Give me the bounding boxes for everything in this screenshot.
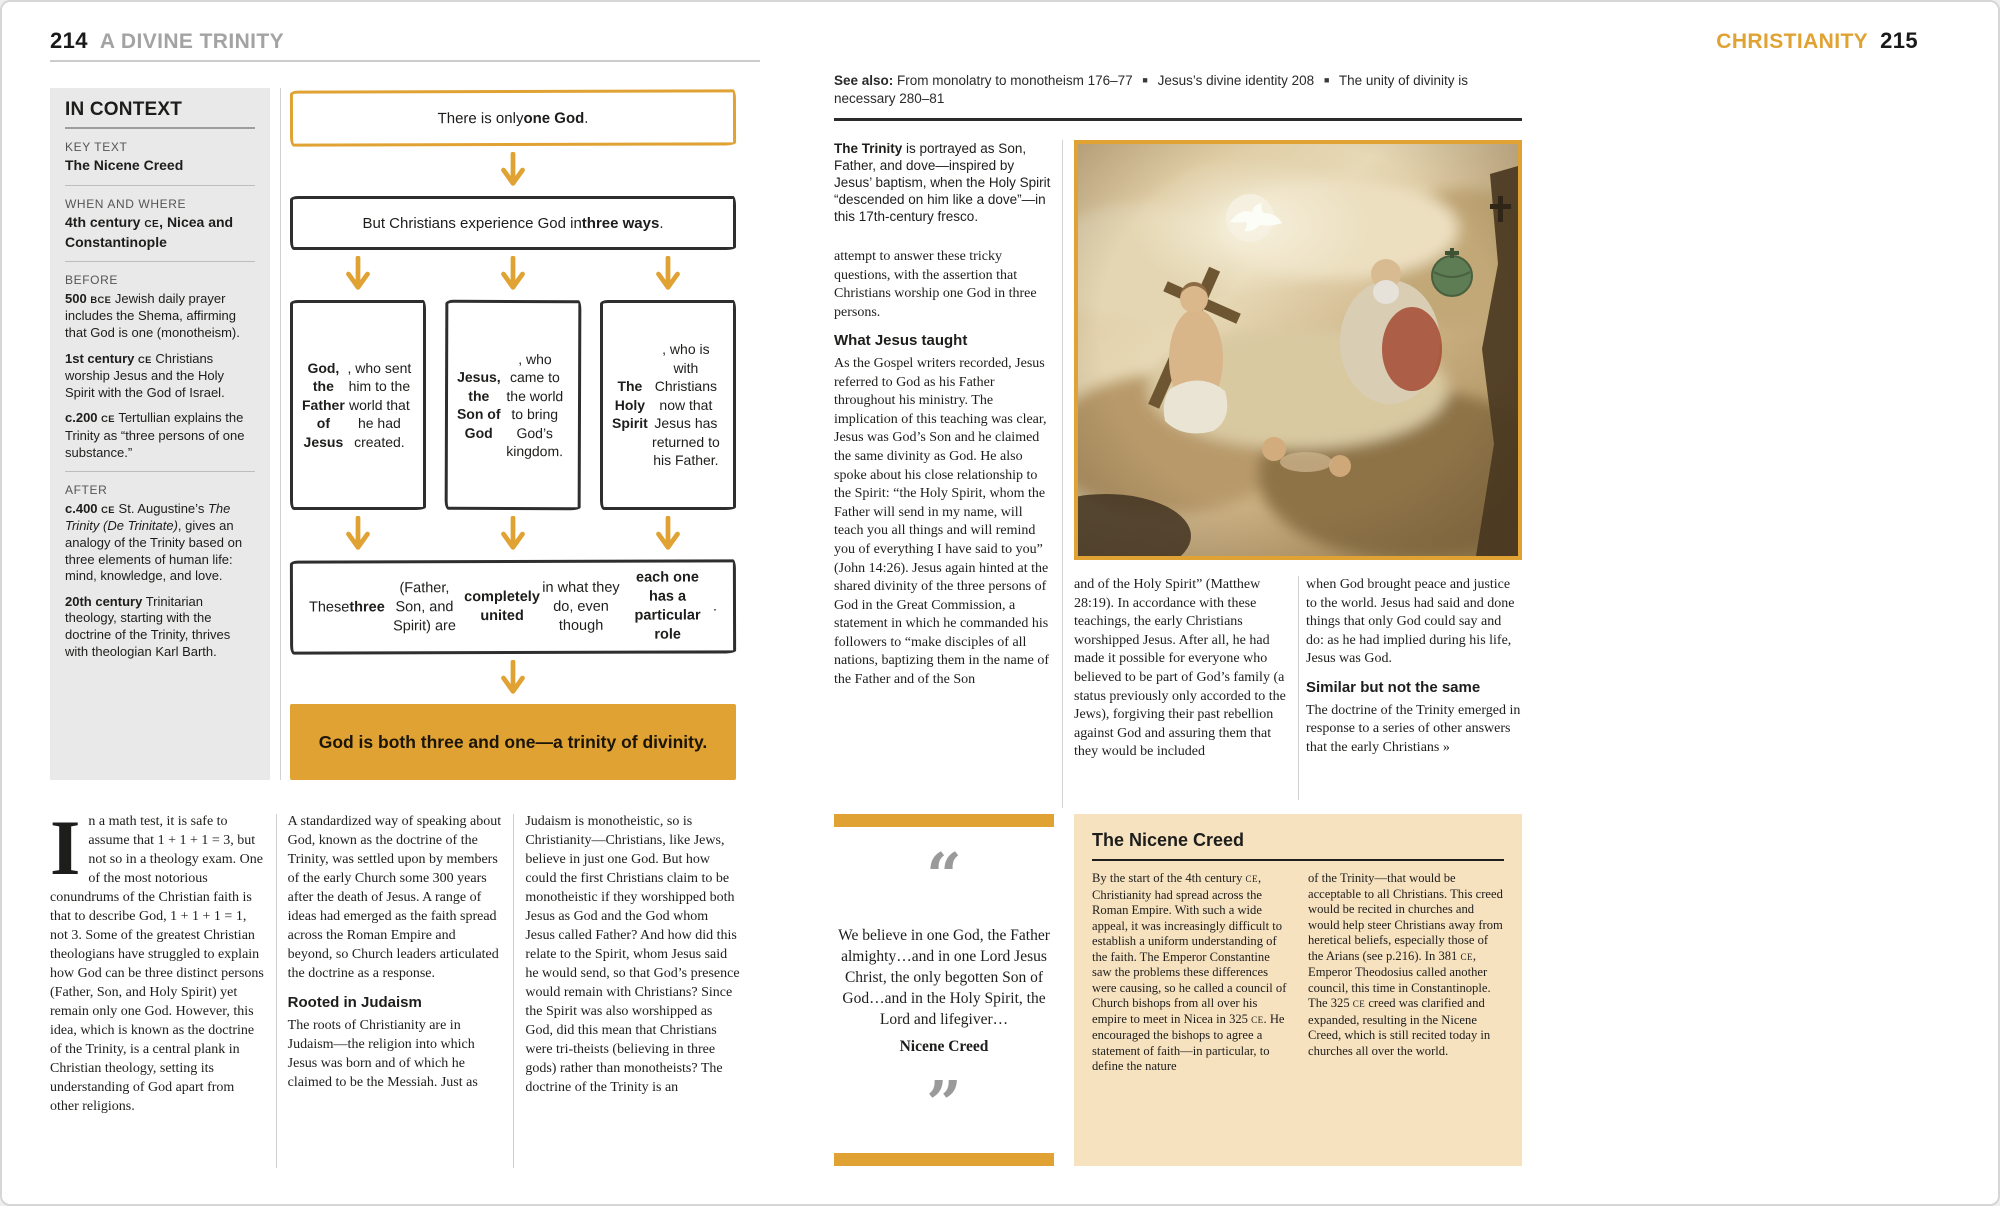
left-body-col-1: [50, 804, 265, 1172]
in-context-sidebar: [50, 88, 270, 780]
column-rule: [1062, 140, 1063, 808]
sidebar-divider: [65, 185, 255, 186]
right-running-head: [1716, 28, 1918, 54]
left-header-rule: [50, 60, 760, 62]
left-running-head: [50, 28, 284, 54]
after-label: AFTER: [65, 483, 108, 498]
section-heading: Rooted in Judaism: [287, 994, 422, 1011]
key-text-label: KEY TEXT: [65, 139, 128, 154]
column-rule: [276, 814, 277, 1168]
arrow-row: [290, 516, 736, 554]
down-arrow-icon: [500, 152, 526, 190]
trinity-flowchart: [290, 90, 736, 780]
sidebar-divider: [65, 261, 255, 262]
fresco-artwork: [1078, 144, 1518, 556]
section-heading: What Jesus taught: [834, 332, 968, 350]
down-arrow-icon: [500, 256, 526, 294]
nicene-creed-feature-box: [1074, 814, 1522, 1166]
body-text: The doctrine of the Trinity emerged in response to a series of other answers that the early Christians »: [1306, 702, 1521, 755]
left-body-columns: [50, 804, 740, 1172]
arrow-row: [290, 256, 736, 294]
before-item: 500 BCE Jewish daily prayer includes the Shema, affirming that God is one (monotheism).: [65, 290, 240, 341]
quote-bottom-bar: [834, 1153, 1054, 1166]
body-text: and of the Holy Spirit” (Matthew 28:19). In accordance with these teachings, the early Christians worshipped Jesus. After all, he had made it possible for everyone who believed to be part of God’s family (a status previously only accorded to the Jews), forgiving their past rebellion against God and assuring them that they would be included: [1074, 577, 1286, 760]
fresco-caption: The Trinity is portrayed as Son, Father, and dove—inspired by Jesus’ baptism, when the Holy Spirit “descended on him like a dove”—in this 17th-century fresco.: [834, 141, 1051, 224]
right-body-col-2: [1074, 576, 1294, 808]
open-quote-icon: “: [926, 838, 962, 912]
body-text: A standardized way of speaking about God, known as the doctrine of the Trinity, was settled upon by members of the early Church some 300 years after the death of Jesus. A range of ideas had emerged as the faith spread across the Roman Empire and beyond, so Church leaders articulated the doctrine as a response.: [287, 814, 502, 981]
after-item: c.400 CE St. Augustine’s The Trinity (De Trinitate), gives an analogy of the Trinity based on three elements of human life: mind, knowledge, and love.: [65, 500, 243, 584]
nicene-creed-quote-block: [834, 814, 1054, 1166]
body-text: The roots of Christianity are in Judaism—the religion into which Jesus was born and of which he claimed to be the Messiah. Just as: [287, 1018, 478, 1090]
right-folio: 215: [1880, 28, 1918, 53]
quote-body: [834, 925, 1054, 1056]
drop-cap: I: [50, 804, 81, 891]
right-body-col-1: [834, 248, 1054, 808]
right-page-rule: [834, 118, 1522, 121]
feature-box-title: The Nicene Creed: [1092, 830, 1504, 861]
trinity-persons-row: [290, 300, 736, 510]
down-arrow-icon: [345, 516, 371, 554]
key-text-value: The Nicene Creed: [65, 157, 184, 174]
feature-box-col-1: By the start of the 4th century CE, Christianity had spread across the Roman Empire. With such a wide appeal, it was increasingly difficult to establish a uniform understanding of the faith. The Emperor Constantine saw the problems these differences were causing, so he called a council of Church bishops from all over his empire to meet in Nicea in 325 CE. He encouraged the bishops to agree a statement of faith—in particular, to define the nature: [1092, 871, 1287, 1073]
left-folio: 214: [50, 28, 88, 53]
in-context-title: IN CONTEXT: [65, 102, 255, 129]
close-quote-icon: ”: [926, 1067, 962, 1141]
before-item: c.200 CE Tertullian explains the Trinity as “three persons of one substance.”: [65, 410, 245, 460]
before-item: 1st century CE Christians worship Jesus and the Holy Spirit with the God of Israel.: [65, 350, 225, 400]
right-chapter-title: CHRISTIANITY: [1716, 30, 1869, 53]
flowchart-box-father: God, the Father of Jesus , who sent him to the world that he had created.: [290, 300, 426, 510]
sidebar-divider: [65, 471, 255, 472]
flowchart-box-united: These three (Father, Son, and Spirit) are completely united in what they do, even though each one has a particular role .: [290, 559, 736, 654]
down-arrow-icon: [500, 516, 526, 554]
quote-text: We believe in one God, the Father almighty…and in one Lord Jesus Christ, the only begotten Son of God…and in the Holy Spirit, the Lord and lifegiver…: [838, 926, 1050, 1028]
when-where-label: WHEN AND WHERE: [65, 196, 187, 211]
body-text: n a math test, it is safe to assume that 1 + 1 + 1 = 3, but not so in a theology exam. One of the most notorious conundrums of the Christian faith is that to describe God, 1 + 1 + 1 = 1, not 3. Some of the greatest Christian theologians have struggled to explain how God can be three distinct persons (Father, Son, and Holy Spirit) yet remain only one God. However, this idea, which is known as the doctrine of the Trinity, is a central plank in Christian theology, setting its understanding of God apart from other religions.: [50, 814, 264, 1114]
column-rule: [280, 88, 281, 780]
after-item: 20th century Trinitarian theology, starting with the doctrine of the Trinity, thrives with theologian Karl Barth.: [65, 593, 231, 659]
body-text: when God brought peace and justice to the world. Jesus had said and done things that only God could say and do: as he had implied during his life, Jesus was God.: [1306, 577, 1515, 667]
down-arrow-icon: [655, 516, 681, 554]
quote-top-bar: [834, 814, 1054, 827]
down-arrow-icon: [500, 660, 526, 698]
down-arrow-icon: [345, 256, 371, 294]
column-rule: [513, 814, 514, 1168]
left-body-col-2: [288, 812, 503, 1172]
left-body-col-3: [525, 812, 740, 1172]
column-rule: [1298, 576, 1299, 800]
flowchart-box-son: Jesus, the Son of God , who came to the world to bring God’s kingdom.: [445, 300, 582, 510]
before-label: BEFORE: [65, 273, 118, 288]
body-text: attempt to answer these tricky questions, with the assertion that Christians worship one God in three persons.: [834, 249, 1037, 320]
flowchart-conclusion-box: God is both three and one—a trinity of divinity.: [290, 704, 736, 780]
section-heading: Similar but not the same: [1306, 678, 1481, 696]
quote-attribution: Nicene Creed: [899, 1037, 989, 1055]
down-arrow-icon: [655, 256, 681, 294]
right-body-col-3: [1306, 576, 1522, 816]
feature-box-columns: [1092, 871, 1504, 1075]
flowchart-box-holy-spirit: The Holy Spirit , who is with Christians now that Jesus has returned to his Father.: [600, 300, 736, 510]
feature-box-col-2: of the Trinity—that would be acceptable to all Christians. This creed would be recited in churches and would help steer Christians away from heretical beliefs, especially those of the Arians (see p.216). In 381 CE, Emperor Theodosius called another council, this time in Constantinople. The 325 CE creed was clarified and expanded, resulting in the Nicene Creed, which is still recited today in churches all over the world.: [1308, 871, 1503, 1058]
trinity-fresco-image: [1074, 140, 1522, 560]
when-where-value: 4th century CE, Nicea and Constantinople: [65, 214, 234, 250]
flowchart-box-one-god: There is only one God .: [290, 89, 736, 146]
see-also-line: See also: From monolatry to monotheism 176–77 ■ Jesus’s divine identity 208 ■ The unity of divinity is necessary 280–81: [834, 73, 1468, 106]
body-text: As the Gospel writers recorded, Jesus referred to God as his Father throughout his ministry. The implication of this teaching was clear, Jesus was God’s Son and he claimed the same divinity as God. He also spoke about his close relationship to the Spirit: “the Holy Spirit, whom the Father will send in my name, will teach you all things and will remind you of everything I have said to you” (John 14:26). Jesus again hinted at the shared divinity of the three persons of God in the Great Commission, a statement in which he commanded his followers to “make disciples of all nations, baptizing them in the name of the Father and of the Son: [834, 355, 1050, 688]
body-text: Judaism is monotheistic, so is Christianity—Christians, like Jews, believe in just one God. But how could the first Christians claim to be monotheistic if they worshipped both Jesus as God and the God whom Jesus called Father? And how did this relate to the Spirit, whom Jesus said he would send, so that God’s presence would remain with Christians? Since the Spirit was also worshipped as God, did this mean that Christians were tri-theists (believing in three gods) rather than monotheists? The doctrine of the Trinity is an: [525, 814, 740, 1095]
left-chapter-title: A DIVINE TRINITY: [99, 30, 285, 53]
flowchart-box-three-ways: But Christians experience God in three ways .: [290, 196, 736, 250]
